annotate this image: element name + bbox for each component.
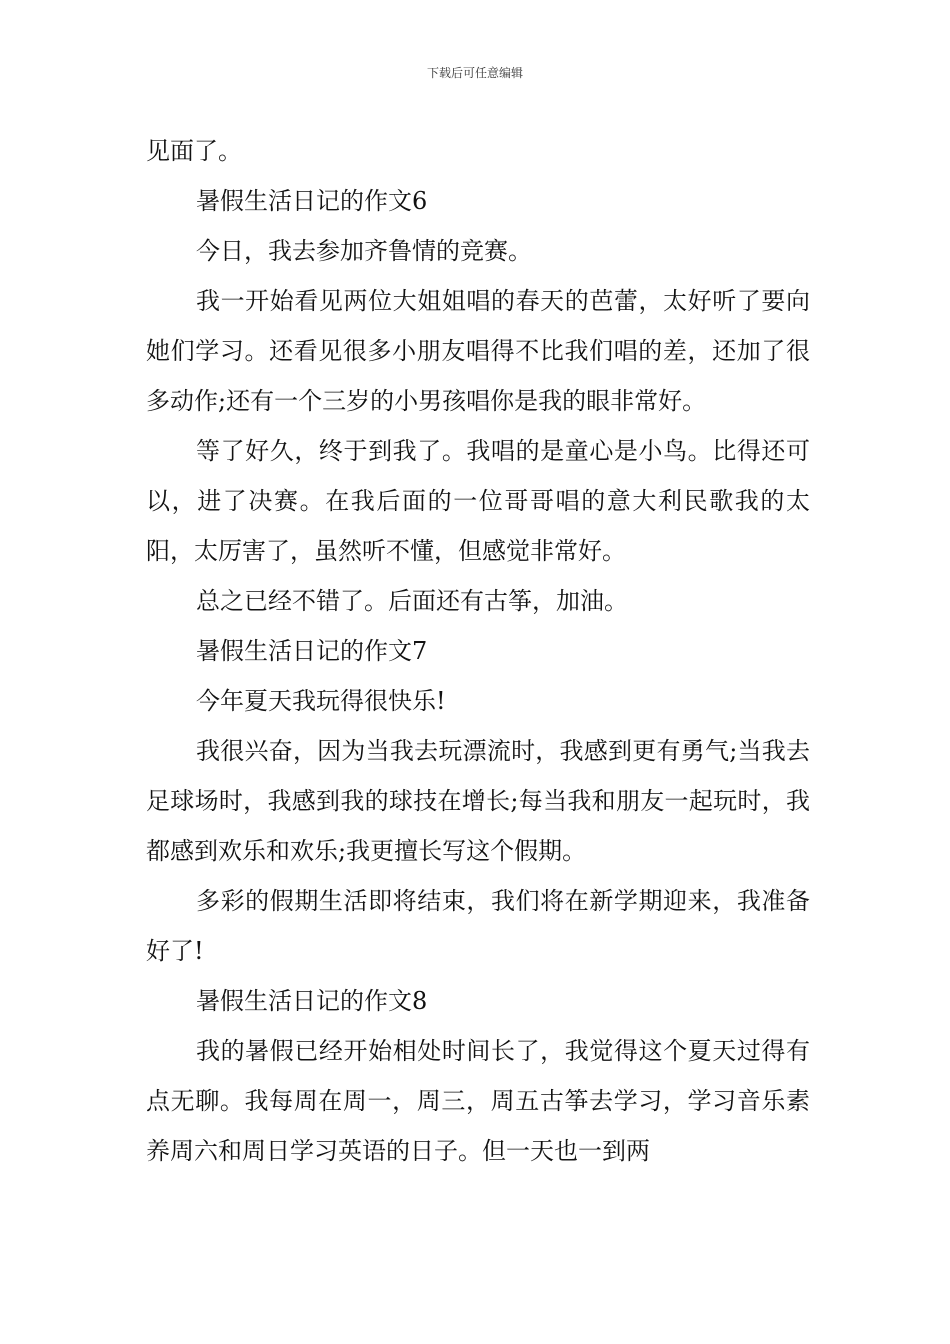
paragraph: 多彩的假期生活即将结束，我们将在新学期迎来，我准备好了!	[146, 887, 810, 965]
section-heading: 暑假生活日记的作文8	[196, 987, 428, 1015]
paragraph: 我的暑假已经开始相处时间长了，我觉得这个夏天过得有点无聊。我每周在周一，周三，周五古筝去学习，学习音乐素养周六和周日学习英语的日子。但一天也一到两	[146, 1037, 810, 1165]
paragraph: 总之已经不错了。后面还有古筝，加油。	[196, 587, 628, 615]
section-heading: 暑假生活日记的作文7	[196, 637, 428, 665]
paragraph: 见面了。	[146, 137, 242, 165]
paragraph: 等了好久，终于到我了。我唱的是童心是小鸟。比得还可以，进了决赛。在我后面的一位哥哥唱的意大利民歌我的太阳，太厉害了，虽然听不懂，但感觉非常好。	[146, 437, 810, 565]
paragraph: 我一开始看见两位大姐姐唱的春天的芭蕾，太好听了要向她们学习。还看见很多小朋友唱得不比我们唱的差，还加了很多动作;还有一个三岁的小男孩唱你是我的眼非常好。	[146, 287, 810, 415]
page-header: 下载后可任意编辑	[426, 66, 523, 80]
paragraph: 今年夏天我玩得很快乐!	[196, 687, 446, 715]
paragraph: 我很兴奋，因为当我去玩漂流时，我感到更有勇气;当我去足球场时，我感到我的球技在增长;每当我和朋友一起玩时，我都感到欢乐和欢乐;我更擅长写这个假期。	[146, 737, 810, 865]
document-body	[146, 126, 810, 1176]
paragraph: 今日，我去参加齐鲁情的竞赛。	[196, 237, 532, 265]
section-heading: 暑假生活日记的作文6	[196, 187, 428, 215]
